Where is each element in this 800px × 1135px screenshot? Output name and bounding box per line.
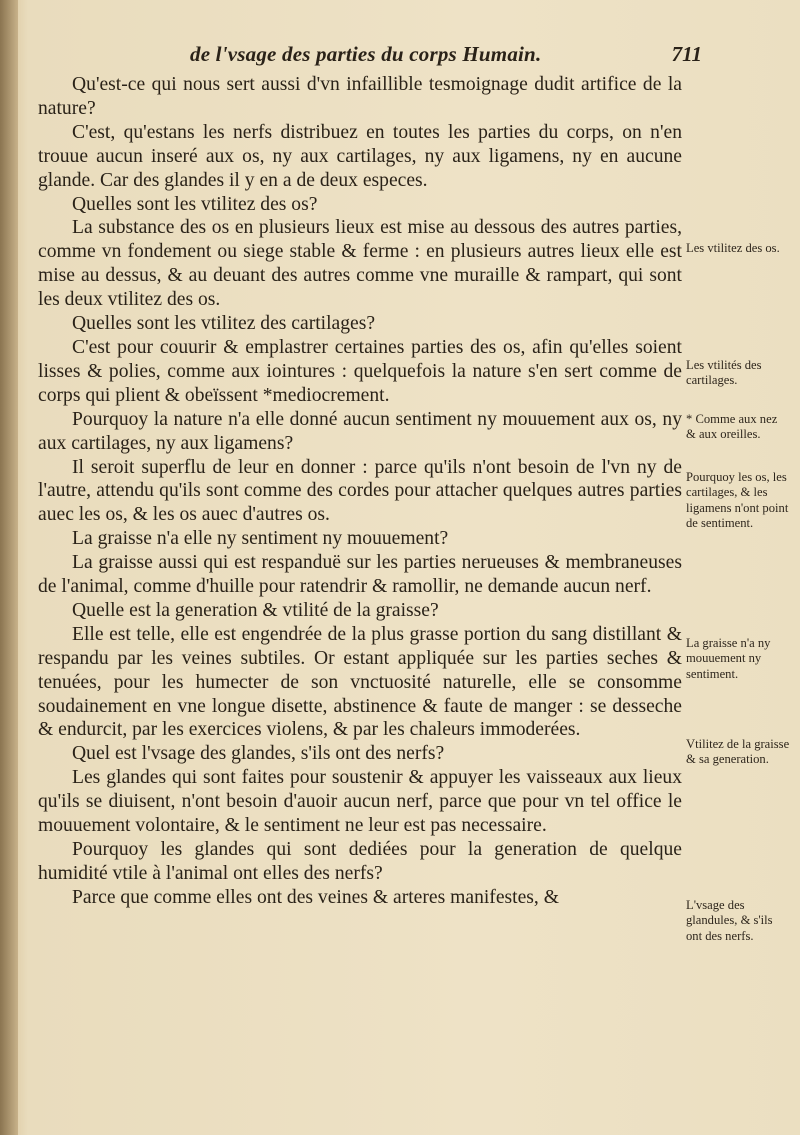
margin-note-text: La graisse n'a ny mouuement ny sentiment.	[686, 636, 771, 681]
margin-note	[686, 241, 790, 256]
answer-paragraph: Elle est telle, elle est engendrée de la plus grasse portion du sang distillant & respandu par les veines subtiles. Or estant appliquée sur les parties seches & tenuées, pour les humecter de son vnctuosité naturelle, elle se consomme soudainement en vne longue disette, abstinence & faute de manger : se desseche & endurcit, par les exercices violens, & par les chaleurs immoderées.	[38, 623, 682, 741]
page-number: 711	[671, 42, 702, 66]
question-paragraph: La graisse n'a elle ny sentiment ny mouuement?	[72, 528, 449, 550]
question-paragraph: Quel est l'vsage des glandes, s'ils ont des nerfs?	[72, 743, 445, 765]
margin-note-text: Vtilitez de la graisse & sa generation.	[686, 737, 790, 767]
question-paragraph: Quelle est la generation & vtilité de la graisse?	[72, 599, 439, 621]
page-header	[190, 42, 710, 72]
question-paragraph: Quelles sont les vtilitez des os?	[72, 193, 318, 215]
main-text	[38, 73, 682, 910]
margin-note-text: L'vsage des glandules, & s'ils ont des nerfs.	[686, 898, 773, 943]
margin-note	[686, 636, 790, 682]
question-paragraph: Quelles sont les vtilitez des cartilages?	[72, 313, 376, 335]
margin-note-text: Pourquoy les os, les cartilages, & les ligamens n'ont point de sentiment.	[686, 470, 789, 531]
question-paragraph: Pourquoy la nature n'a elle donné aucun sentiment ny mouuement aux os, ny aux cartilages, ny aux ligamens?	[38, 408, 682, 454]
question-paragraph: Pourquoy les glandes qui sont dediées pour la generation de quelque humidité vtile à l'animal ont elles des nerfs?	[38, 839, 682, 884]
answer-paragraph: Les glandes qui sont faites pour soustenir & appuyer les vaisseaux aux lieux qu'ils se diuisent, n'ont besoin d'auoir aucun nerf, parce que pour vn tel office le mouuement volontaire, & le sentiment ne leur est pas necessaire.	[38, 767, 682, 837]
answer-paragraph: Parce que comme elles ont des veines & arteres manifestes, &	[72, 886, 559, 908]
margin-note	[686, 470, 790, 532]
running-head: de l'vsage des parties du corps Humain.	[190, 42, 542, 66]
margin-note-text: Les vtilités des cartilages.	[686, 358, 762, 388]
margin-note	[686, 898, 790, 944]
margin-note	[686, 737, 790, 768]
book-spine-shadow	[0, 0, 18, 1135]
question-paragraph: Qu'est-ce qui nous sert aussi d'vn infaillible tesmoignage dudit artifice de la nature?	[38, 74, 682, 119]
answer-paragraph: La graisse aussi qui est respanduë sur les parties nerueuses & membraneuses de l'animal, comme d'huille pour ratendrir & ramollir, ne demande aucun nerf.	[38, 552, 682, 598]
margin-note-text: * Comme aux nez & aux oreilles.	[686, 412, 778, 442]
answer-paragraph: C'est pour couurir & emplastrer certaines parties des os, afin qu'elles soient lisses & polies, comme aux iointures : quelquefois la nature s'en sert comme de corps qui plient & obeïssent *mediocrement.	[38, 336, 682, 406]
answer-paragraph: La substance des os en plusieurs lieux est mise au dessous des autres parties, comme vn fondement ou siege stable & ferme : en plusieurs autres lieux elle est mise au dessus, & au deuant des autres comme vne muraille & rampart, qui sont les deux vtilitez des os.	[38, 217, 682, 311]
answer-paragraph: C'est, qu'estans les nerfs distribuez en toutes les parties du corps, on n'en trouue aucun inseré aux os, ny aux cartilages, ny aux ligamens, ny en aucune glande. Car des glandes il y en a de deux especes.	[38, 121, 682, 191]
answer-paragraph: Il seroit superflu de leur en donner : parce qu'ils n'ont besoin de l'vn ny de l'autre, attendu qu'ils sont comme des cordes pour attacher quelques autres parties auec les os, & les os auec d'autres os.	[38, 456, 682, 526]
margin-note	[686, 412, 790, 443]
margin-note-text: Les vtilitez des os.	[686, 241, 780, 255]
margin-note	[686, 358, 790, 389]
